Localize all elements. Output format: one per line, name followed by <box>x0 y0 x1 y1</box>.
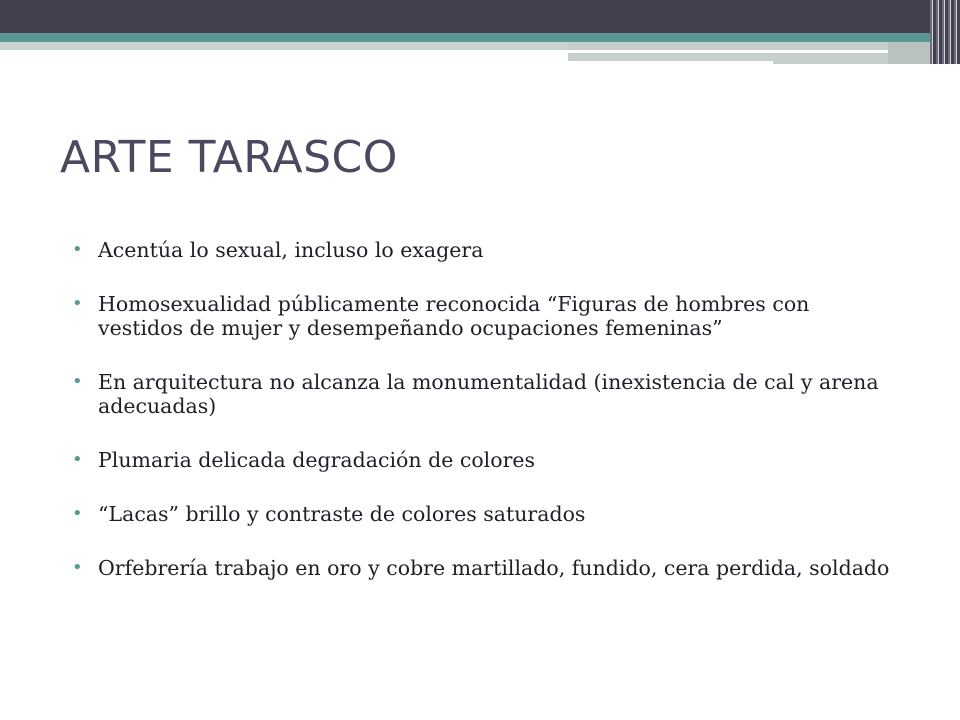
bullet-text: Orfebrería trabajo en oro y cobre martillado, fundido, cera perdida, soldado <box>98 556 890 580</box>
header-gray-band <box>0 42 568 50</box>
bullet-icon: • <box>72 449 83 470</box>
bullet-icon: • <box>72 557 83 578</box>
header-bar <box>0 0 960 33</box>
list-item <box>72 556 892 580</box>
bullet-text: Plumaria delicada degradación de colores <box>98 448 536 472</box>
bullet-icon: • <box>72 503 83 524</box>
list-item <box>72 292 892 340</box>
bullet-text: Homosexualidad públicamente reconocida “Figuras de hombres con vestidos de mujer y desempeñando ocupaciones femeninas” <box>98 292 810 340</box>
bullet-icon: • <box>72 371 83 392</box>
bullet-list <box>72 238 892 610</box>
list-item <box>72 448 892 472</box>
header-white-line <box>568 50 888 53</box>
bullet-text: Acentúa lo sexual, incluso lo exagera <box>98 238 484 262</box>
header-white-line-short <box>568 61 773 64</box>
bullet-icon: • <box>72 239 83 260</box>
header-right-stripes <box>930 0 960 64</box>
list-item <box>72 370 892 418</box>
list-item <box>72 238 892 262</box>
header-right-block <box>888 42 930 64</box>
bullet-text: “Lacas” brillo y contraste de colores saturados <box>98 502 586 526</box>
bullet-icon: • <box>72 293 83 314</box>
header-accent-stripe <box>0 33 960 42</box>
slide-title: ARTE TARASCO <box>60 132 398 183</box>
bullet-text: En arquitectura no alcanza la monumentalidad (inexistencia de cal y arena adecuadas) <box>98 370 879 418</box>
list-item <box>72 502 892 526</box>
